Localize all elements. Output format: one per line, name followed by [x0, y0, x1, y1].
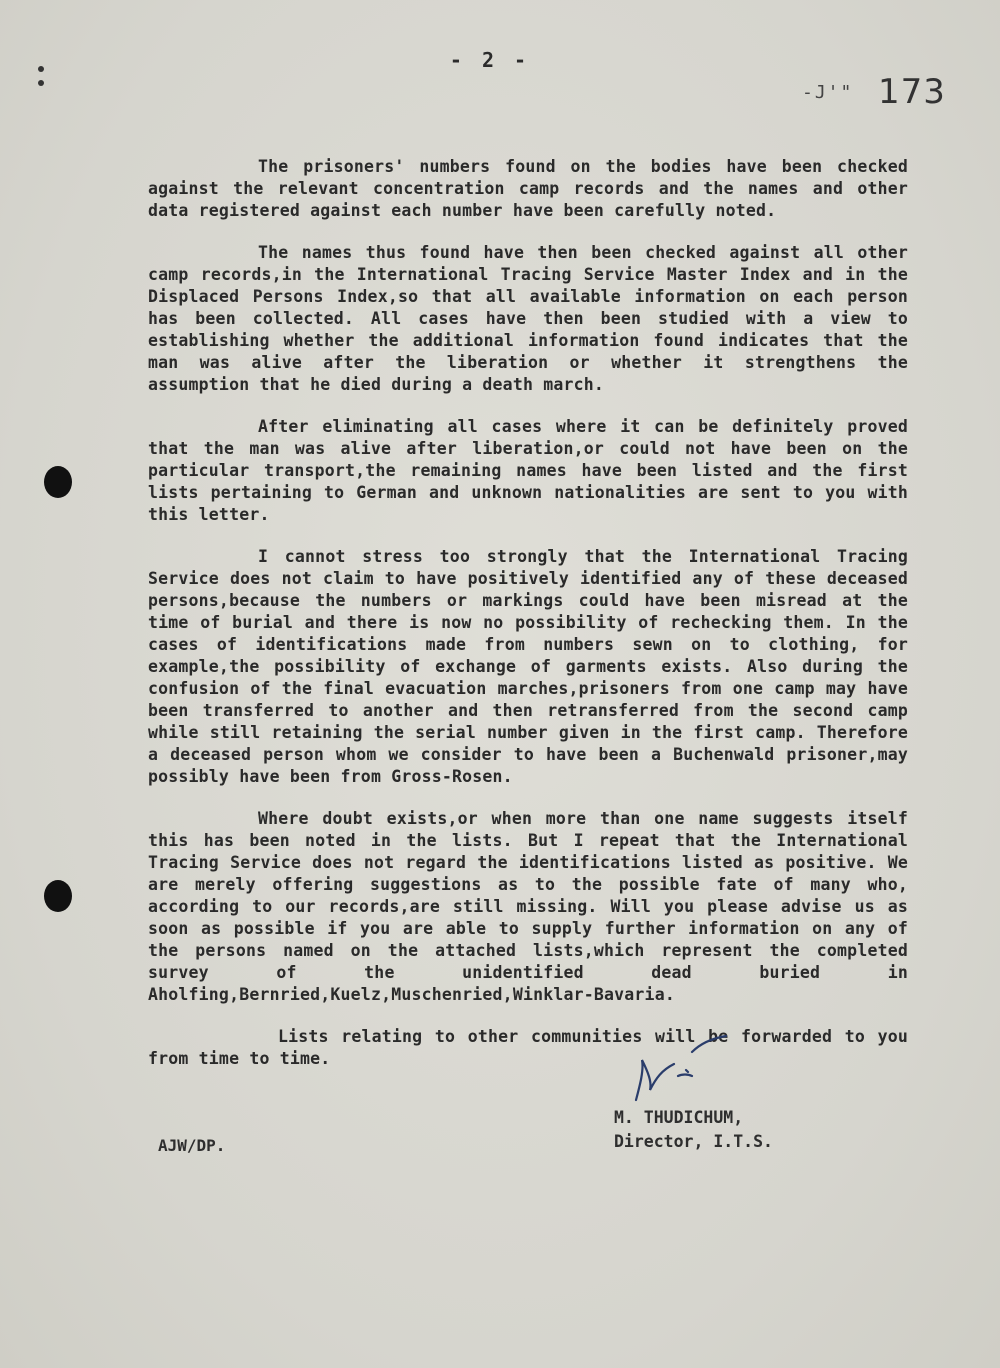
folio-number: 173	[878, 72, 946, 112]
edge-mark	[38, 80, 44, 86]
paragraph: I cannot stress too strongly that the International Tracing Service does not claim to have positively identified any of these deceased persons,because the numbers or markings could have been misread at the time of burial and there is now no possibility of rechecking them. In the cases of identifications made from numbers sewn on to clothing, for example,the possibility of exchange of garments exists. Also during the confusion of the final evacuation marches,prisoners from one camp may have been transferred to another and then retransferred from the second camp while still retaining the serial number given in the first camp. Therefore a deceased person whom we consider to have been a Buchenwald prisoner,may possibly have been from Gross-Rosen.	[148, 547, 908, 786]
signature-block	[614, 1106, 773, 1154]
folio-mark: -J'"	[802, 82, 854, 103]
handwritten-signature	[622, 1030, 732, 1110]
paragraph: Where doubt exists,or when more than one name suggests itself this has been noted in the lists. But I repeat that the International Tracing Service does not regard the identifications listed as positive. We are merely offering suggestions as to the possible fate of many who, according to our records,are still missing. Will you please advise us as soon as possible if you are able to supply further information on any of the persons named on the attached lists,which represent the completed survey of the unidentified dead buried in Aholfing,Bernried,Kuelz,Muschenried,Winklar-Bavaria.	[148, 809, 908, 1004]
edge-mark	[38, 66, 44, 72]
signatory-title: Director, I.T.S.	[614, 1132, 773, 1151]
punch-hole	[44, 466, 72, 498]
reference-initials: AJW/DP.	[158, 1136, 226, 1155]
paragraph: The names thus found have then been checked against all other camp records,in the International Tracing Service Master Index and in the Displaced Persons Index,so that all available information on each person has been collected. All cases have then been studied with a view to establishing whether the additional information found indicates that the man was alive after the liberation or whether it strengthens the assumption that he died during a death march.	[148, 243, 908, 394]
signatory-name: M. THUDICHUM,	[614, 1108, 744, 1127]
punch-hole	[44, 880, 72, 912]
closing-paragraph: Lists relating to other communities will be forwarded to you from time to time.	[148, 1027, 908, 1068]
letter-body	[148, 156, 908, 1090]
page-number: - 2 -	[449, 48, 531, 72]
paragraph: After eliminating all cases where it can be definitely proved that the man was alive after liberation,or could not have been on the particular transport,the remaining names have been listed and the first lists pertaining to German and unknown nationalities are sent to you with this letter.	[148, 417, 908, 524]
paragraph: The prisoners' numbers found on the bodies have been checked against the relevant concentration camp records and the names and other data registered against each number have been carefully noted.	[148, 157, 908, 220]
